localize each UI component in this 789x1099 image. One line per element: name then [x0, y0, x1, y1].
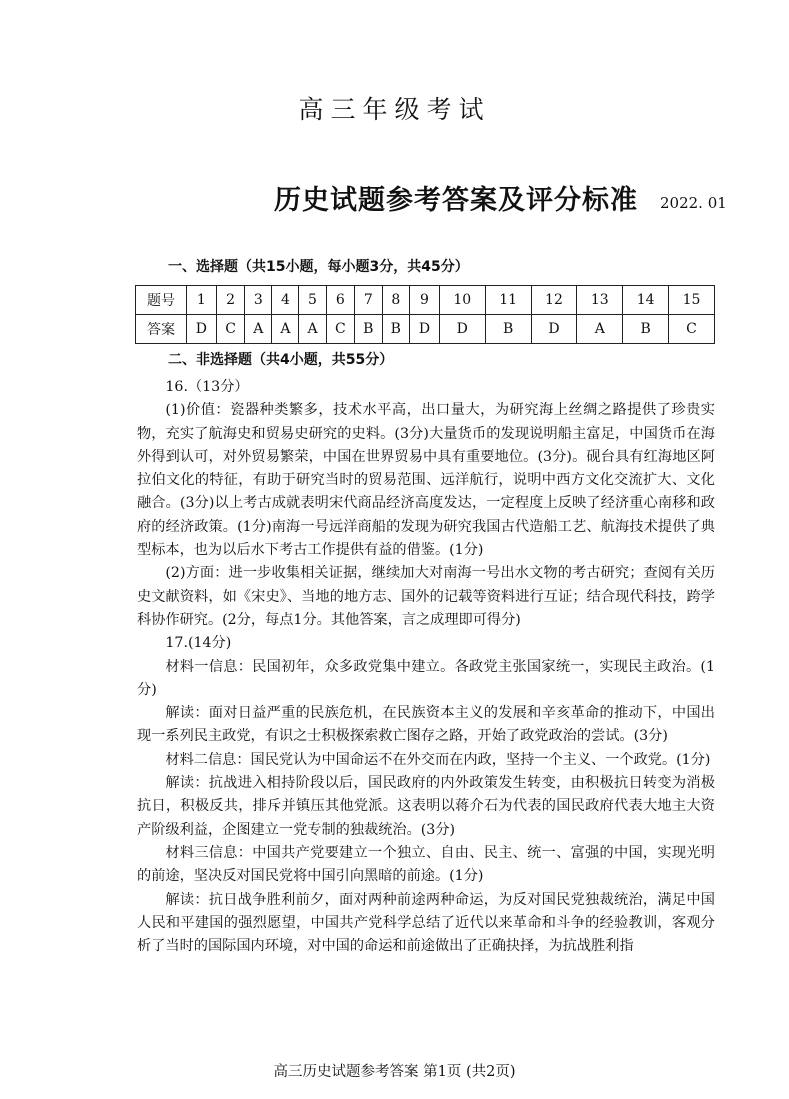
q17-material2-interpretation: 解读：抗战进入相持阶段以后，国民政府的内外政策发生转变，由积极抗日转变为消极抗日，积极反共，排斥并镇压其他党派。这表明以蒋介石为代表的国民政府代表大地主大资产阶级利益，企图建立一党专制的独裁统治。(3分)	[137, 775, 715, 838]
row-label-number: 题号	[136, 286, 187, 315]
question-number: 4	[272, 286, 299, 315]
question-number: 8	[382, 286, 410, 315]
question-number: 11	[485, 286, 531, 315]
answer-cell: A	[577, 315, 623, 344]
q17-material3-info: 材料三信息：中国共产党要建立一个独立、自由、民主、统一、富强的中国，实现光明的前途，坚决反对国民党将中国引向黑暗的前途。(1分)	[137, 844, 715, 885]
answer-cell: B	[485, 315, 531, 344]
answer-table	[135, 285, 715, 344]
q17-material1-info: 材料一信息：民国初年，众多政党集中建立。各政党主张国家统一，实现民主政治。(1分)	[137, 658, 715, 698]
question-number: 9	[410, 286, 440, 315]
answer-cell: D	[410, 315, 440, 344]
question-number: 7	[355, 286, 383, 315]
answer-cell: B	[355, 315, 383, 344]
answer-cell: B	[623, 315, 669, 344]
question-17-heading: 17.(14分)	[165, 635, 232, 652]
question-number: 10	[439, 286, 485, 315]
answer-cell: A	[272, 315, 299, 344]
answer-cell: D	[439, 315, 485, 344]
q17-material3-interpretation: 解读：抗日战争胜利前夕，面对两种前途两种命运，为反对国民党独裁统治，满足中国人民和平建国的强烈愿望，中国共产党科学总结了近代以来革命和斗争的经验教训，客观分析了当时的国际国内环境，对中国的命运和前途做出了正确抉择，为抗战胜利指	[137, 891, 715, 955]
q16-part2: (2)方面：进一步收集相关证据，继续加大对南海一号出水文物的考古研究；查阅有关历史文献资料，如《宋史》、当地的地方志、国外的记载等资料进行互证；结合现代科技，跨学科协作研究。(2分，每点1分。其他答案，言之成理即可得分)	[137, 565, 715, 628]
answer-cell: A	[245, 315, 272, 344]
question-number: 6	[326, 286, 355, 315]
question-number: 1	[187, 286, 217, 315]
section1-heading: 一、选择题（共15小题，每小题3分，共45分）	[168, 259, 469, 275]
answer-cell: D	[531, 315, 577, 344]
question-number: 3	[245, 286, 272, 315]
answer-cell: A	[299, 315, 326, 344]
page-footer: 高三历史试题参考答案 第1页 (共2页)	[273, 1064, 516, 1080]
question-number: 5	[299, 286, 326, 315]
answer-cell: C	[326, 315, 355, 344]
question-number: 2	[216, 286, 245, 315]
answer-cell: B	[382, 315, 410, 344]
answer-table-answer-row	[136, 315, 715, 344]
answer-body	[137, 376, 715, 958]
row-label-answer: 答案	[136, 315, 187, 344]
answer-cell: C	[216, 315, 245, 344]
answer-cell: C	[669, 315, 715, 344]
question-number: 14	[623, 286, 669, 315]
question-number: 12	[531, 286, 577, 315]
section2-heading: 二、非选择题（共4小题，共55分）	[168, 352, 394, 368]
exam-title: 高三年级考试	[298, 95, 491, 124]
document-title: 历史试题参考答案及评分标准	[274, 185, 638, 216]
q17-material2-info: 材料二信息：国民党认为中国命运不在外交而在内政，坚持一个主义、一个政党。(1分)	[165, 751, 711, 768]
question-16-heading: 16.（13分）	[165, 379, 249, 395]
q16-part1: (1)价值：瓷器种类繁多，技术水平高，出口量大，为研究海上丝绸之路提供了珍贵实物，充实了航海史和贸易史研究的史料。(3分)大量货币的发现说明船主富足，中国货币在海外得到认可，对外贸易繁荣，中国在世界贸易中具有重要地位。(3分)。砚台具有红海地区阿拉伯文化的特征，有助于研究当时的贸易范围、远洋航行，说明中西方文化交流扩大、文化融合。(3分)以上考古成就表明宋代商品经济高度发达，一定程度上反映了经济重心南移和政府的经济政策。(1分)南海一号远洋商船的发现为研究我国古代造船工艺、航海技术提供了典型标本，也为以后水下考古工作提供有益的借鉴。(1分)	[137, 402, 715, 559]
question-number: 13	[577, 286, 623, 315]
answer-cell: D	[187, 315, 217, 344]
answer-table-number-row	[136, 286, 715, 315]
q17-material1-interpretation: 解读：面对日益严重的民族危机，在民族资本主义的发展和辛亥革命的推动下，中国出现一系列民主政党，有识之士积极探索救亡图存之路，开始了政党政治的尝试。(3分)	[137, 705, 715, 745]
question-number: 15	[669, 286, 715, 315]
document-date: 2022. 01	[660, 194, 727, 212]
